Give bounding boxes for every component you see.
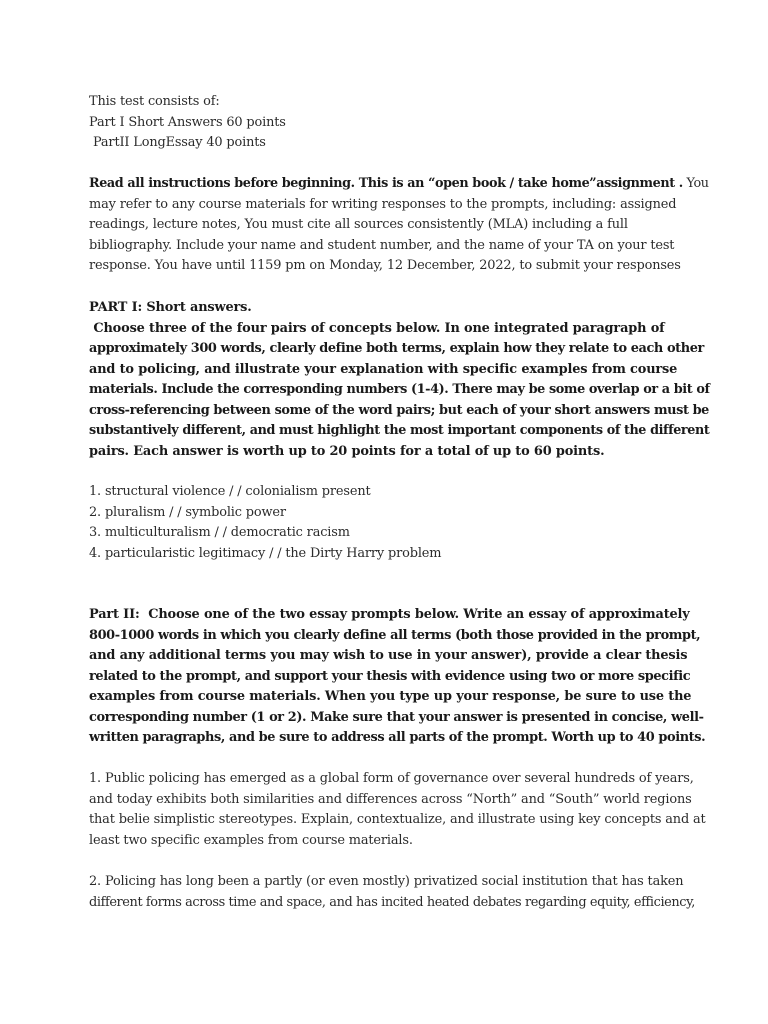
part1-instruction-line: pairs. Each answer is worth up to 20 points for a total of up to 60 points.	[89, 443, 605, 459]
overview-line: Part I Short Answers 60 points	[89, 114, 286, 130]
part1-instruction-line: approximately 300 words, clearly define both terms, explain how they relate to each other	[89, 341, 704, 356]
instructions-line-rest: You	[682, 176, 709, 191]
instructions-bold-lead: Read all instructions before beginning. This is an “open book / take home”assignment .	[89, 176, 683, 191]
overview-line: PartII LongEssay 40 points	[89, 135, 266, 150]
part1-instruction-line: Choose three of the four pairs of concepts below. In one integrated paragraph of	[89, 320, 665, 336]
part2-instruction-line: Part II: Choose one of the two essay prompts below. Write an essay of approximately	[89, 607, 690, 622]
prompt1-line: and today exhibits both similarities and differences across “North” and “South” world regions	[89, 791, 692, 807]
prompt1-line: least two specific examples from course materials.	[89, 832, 413, 848]
concept-pair-item: 3. multiculturalism / / democratic racism	[89, 525, 350, 540]
concept-pair-item: 4. particularistic legitimacy / / the Dirty Harry problem	[89, 545, 442, 561]
part2-instruction-line: related to the prompt, and support your thesis with evidence using two or more specific	[89, 668, 691, 684]
part1-section	[89, 298, 710, 462]
prompt1-line: 1. Public policing has emerged as a global form of governance over several hundreds of years,	[89, 771, 694, 786]
instructions-paragraph	[89, 174, 709, 277]
part2-instruction-line: written paragraphs, and be sure to address all parts of the prompt. Worth up to 40 points.	[89, 730, 706, 745]
part2-instruction-line: 800-1000 words in which you clearly define all terms (both those provided in the prompt,	[89, 627, 701, 643]
concept-pair-item: 2. pluralism / / symbolic power	[89, 504, 286, 520]
part1-heading: PART I: Short answers.	[89, 300, 252, 315]
part2-instruction-line: corresponding number (1 or 2). Make sure that your answer is presented in concise, well-	[89, 709, 704, 725]
test-overview	[89, 92, 689, 154]
part1-instruction-line: substantively different, and must highlight the most important components of the different	[89, 423, 710, 438]
part2-instruction-line: and any additional terms you may wish to use in your answer), provide a clear thesis	[89, 648, 688, 663]
prompt1-line: that belie simplistic stereotypes. Explain, contextualize, and illustrate using key concepts and at	[89, 812, 706, 827]
instructions-line: readings, lecture notes, You must cite all sources consistently (MLA) including a full	[89, 217, 628, 232]
part1-instruction-line: and to policing, and illustrate your explanation with specific examples from course	[89, 361, 678, 377]
part2-instruction-line: examples from course materials. When you type up your response, be sure to use the	[89, 689, 692, 704]
instructions-line: may refer to any course materials for writing responses to the prompts, including: assigned	[89, 196, 677, 212]
part1-instruction-line: cross-referencing between some of the word pairs; but each of your short answers must be	[89, 402, 709, 418]
instructions-line	[89, 174, 709, 195]
part1-instruction-line: materials. Include the corresponding numbers (1-4). There may be some overlap or a bit of	[89, 382, 710, 397]
prompt2-line: 2. Policing has long been a partly (or even mostly) privatized social institution that has taken	[89, 874, 684, 889]
instructions-line: bibliography. Include your name and student number, and the name of your TA on your test	[89, 237, 675, 253]
essay-prompt-1	[89, 769, 706, 851]
concept-pairs-list	[89, 482, 689, 564]
essay-prompt-2	[89, 872, 695, 913]
concept-pair-item: 1. structural violence / / colonialism present	[89, 484, 371, 499]
instructions-line: response. You have until 1159 pm on Monday, 12 December, 2022, to submit your responses	[89, 258, 681, 273]
overview-line: This test consists of:	[89, 94, 220, 109]
part2-section	[89, 605, 706, 749]
prompt2-line: different forms across time and space, and has incited heated debates regarding equity, efficiency,	[89, 894, 695, 910]
